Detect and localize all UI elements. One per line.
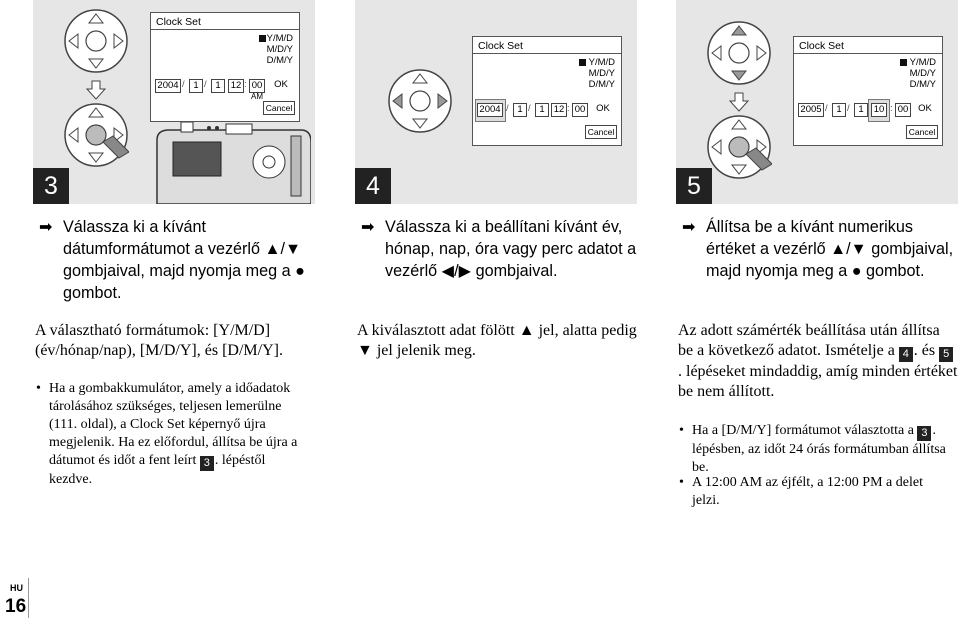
arrow-right-icon: ➡ [682, 219, 696, 236]
hour-field[interactable]: 12 [228, 79, 244, 93]
clock-set-screen: Clock Set Y/M/D M/D/Y D/M/Y 2005 / 1 / 1 10 : 00 OK Cancel [793, 36, 943, 146]
cancel-button[interactable]: Cancel [263, 101, 295, 115]
screen-title: Clock Set [478, 40, 523, 52]
format-option[interactable]: Y/M/D [266, 33, 293, 44]
format-option[interactable]: D/M/Y [266, 55, 293, 66]
step-ref-badge: 3 [200, 456, 214, 471]
month-field[interactable]: 1 [513, 103, 527, 117]
day-field[interactable]: 1 [211, 79, 225, 93]
year-field[interactable]: 2005 [798, 103, 824, 117]
control-pad-icon [63, 8, 129, 74]
format-option[interactable]: D/M/Y [588, 79, 615, 90]
bullet-note: • A 12:00 AM az éjfélt, a 12:00 PM a delet jelzi. [679, 475, 923, 508]
clock-set-screen: Clock Set Y/M/D M/D/Y D/M/Y 2004 / 1 / 1 12 : 00 OK Cancel [472, 36, 622, 146]
step-instruction: ➡ Válassza ki a beállítani kívánt év, hónap, nap, óra vagy perc adatot a vezérlő ◀/▶ gombjaival. [361, 218, 637, 280]
minute-field[interactable]: 00 [249, 79, 265, 93]
format-option[interactable]: Y/M/D [909, 57, 936, 68]
month-field[interactable]: 1 [832, 103, 846, 117]
day-field[interactable]: 1 [854, 103, 868, 117]
format-option[interactable]: M/D/Y [909, 68, 936, 79]
format-option[interactable]: Y/M/D [588, 57, 615, 68]
month-field[interactable]: 1 [189, 79, 203, 93]
step-instruction: ➡ Állítsa be a kívánt numerikus értéket a vezérlő ▲/▼ gombjaival, majd nyomja meg a ● gombot. [682, 218, 954, 280]
ok-button[interactable]: OK [913, 103, 937, 115]
down-arrow-icon [728, 92, 750, 112]
clock-set-screen: Clock Set Y/M/D M/D/Y D/M/Y 2004 / 1 / 1 12 : 00 OK AM Cancel [150, 12, 300, 122]
day-field[interactable]: 1 [535, 103, 549, 117]
year-field[interactable]: 2004 [477, 103, 503, 117]
cancel-button[interactable]: Cancel [906, 125, 938, 139]
hour-field[interactable]: 10 [871, 103, 887, 117]
step-number: 4 [355, 168, 391, 204]
step-body: A választható formátumok: [Y/M/D] (év/hónap/nap), [M/D/Y], és [D/M/Y]. [35, 322, 283, 359]
language-label: HU [10, 583, 23, 593]
page-number: 16 [5, 596, 27, 617]
step-number: 5 [676, 168, 712, 204]
step-ref-badge: 5 [939, 347, 953, 362]
format-option[interactable]: M/D/Y [588, 68, 615, 79]
cancel-button[interactable]: Cancel [585, 125, 617, 139]
control-pad-pressed-icon [387, 68, 453, 134]
screen-title: Clock Set [156, 16, 201, 28]
step-body: A kiválasztott adat fölött ▲ jel, alatta pedig ▼ jel jelenik meg. [357, 322, 637, 359]
ok-button[interactable]: OK [269, 79, 293, 91]
minute-field[interactable]: 00 [895, 103, 911, 117]
step-ref-badge: 3 [917, 426, 931, 441]
bullet-note: • Ha a [D/M/Y] formátumot választotta a 3 . lépésben, az időt 24 órás formátumban állítsa be. [679, 423, 946, 475]
ampm-label: AM [251, 92, 263, 101]
control-pad-icon [706, 20, 772, 86]
step-instruction: ➡ Válassza ki a kívánt dátumformátumot a vezérlő ▲/▼ gombjaival, majd nyomja meg a ● gombot. [39, 218, 305, 302]
format-option[interactable]: M/D/Y [266, 44, 293, 55]
down-arrow-icon [85, 80, 107, 100]
minute-field[interactable]: 00 [572, 103, 588, 117]
bullet-note: • Ha a gombakkumulátor, amely a időadatok tárolásához szükséges, teljesen lemerülne (111. oldal), a Clock Set képernyő újra megjelenik. Ha ez előfordul, állítsa be újra a dátumot és időt a fent leírt 3 . lépéstől kezdve. [36, 381, 298, 487]
control-pad-pressed-icon [63, 102, 129, 168]
screen-title: Clock Set [799, 40, 844, 52]
step-ref-badge: 4 [899, 347, 913, 362]
hour-field[interactable]: 12 [551, 103, 567, 117]
step-number: 3 [33, 168, 69, 204]
step-body: Az adott számérték beállítása után állítsa be a következő adatot. Ismételje a 4 . és 5. lépéseket mindaddig, amíg minden értéket be nem állított. [678, 322, 958, 400]
ok-button[interactable]: OK [591, 103, 615, 115]
year-field[interactable]: 2004 [155, 79, 181, 93]
format-option[interactable]: D/M/Y [909, 79, 936, 90]
arrow-right-icon: ➡ [361, 219, 375, 236]
arrow-right-icon: ➡ [39, 219, 53, 236]
